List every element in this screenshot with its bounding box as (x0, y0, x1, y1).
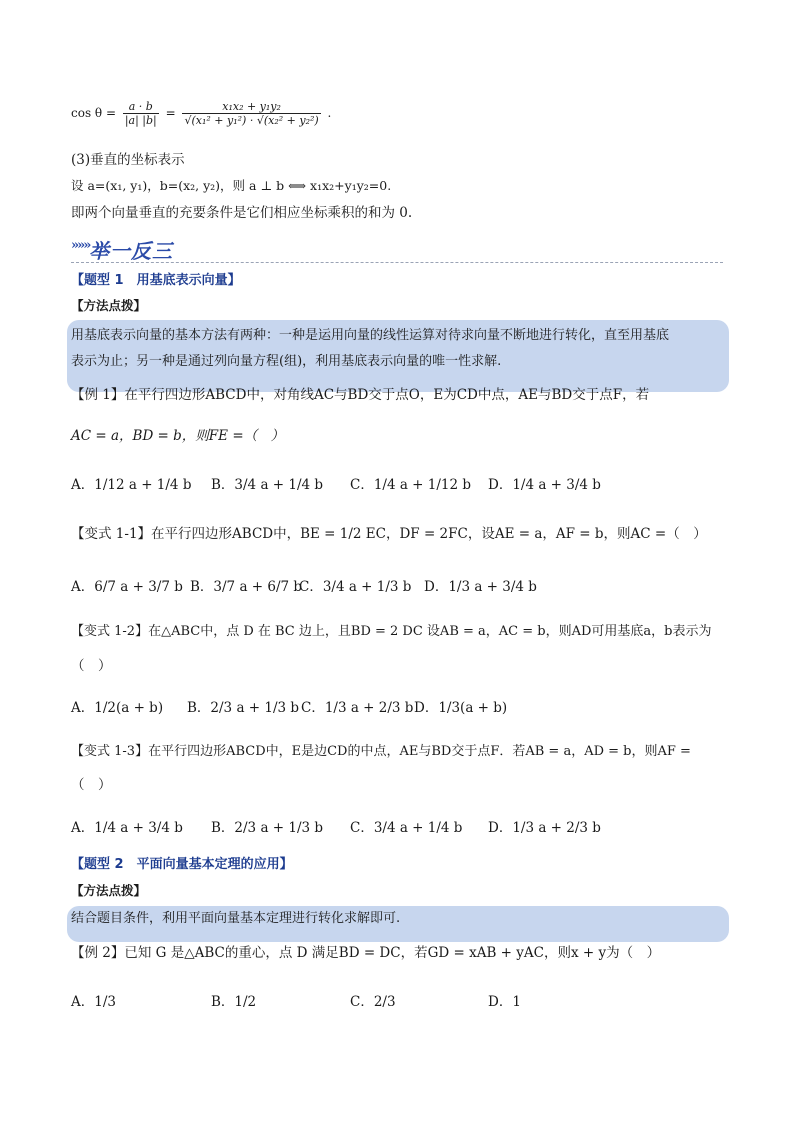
formula-frac2-num: x₁x₂ + y₁y₂ (182, 100, 320, 114)
ex1-option-d: D．1/4 a + 3/4 b (488, 477, 601, 493)
section3-line2: 即两个向量垂直的充要条件是它们相应坐标乘积的和为 0. (71, 205, 413, 221)
banner-arrows-icon: »»» (71, 238, 90, 253)
v13-line2: （ ） (71, 777, 112, 793)
ex2-option-a: A．1/3 (71, 994, 116, 1010)
cosine-formula (71, 100, 331, 127)
type1-method-line1: 用基底表示向量的基本方法有两种：一种是运用向量的线性运算对待求向量不断地进行转化，直至用基底 (71, 328, 670, 343)
formula-tail: . (327, 106, 332, 121)
formula-frac2-den: √(x₁² + y₁²) · √(x₂² + y₂²) (184, 114, 319, 128)
section3-title: (3)垂直的坐标表示 (71, 152, 185, 168)
ex1-option-c: C．1/4 a + 1/12 b (350, 477, 472, 493)
ex2-option-c: C．2/3 (350, 994, 396, 1010)
v13-option-b: B．2/3 a + 1/3 b (211, 820, 324, 836)
ex1-line1: 【例 1】在平行四边形ABCD中，对角线AC与BD交于点O，E为CD中点，AE与BD交于点F，若 (71, 387, 650, 403)
formula-frac1-den: |a| |b| (124, 114, 157, 128)
formula-fraction-2 (182, 100, 320, 127)
v11-option-b: B．3/7 a + 6/7 b (190, 579, 303, 595)
v12-option-a: A．1/2(a + b) (71, 700, 164, 716)
v12-option-d: D．1/3(a + b) (414, 700, 508, 716)
v11-line1: 【变式 1-1】在平行四边形ABCD中，BE = 1/2 EC，DF = 2FC，设AE = a，AF = b，则AC =（ ） (71, 526, 707, 542)
type1-title: 【题型 1 用基底表示向量】 (71, 273, 241, 288)
section3-line1: 设 a=(x₁, y₁)，b=(x₂, y₂)，则 a ⊥ b ⟺ x₁x₂+y₁y₂=0. (71, 178, 392, 193)
section-banner (71, 235, 201, 263)
ex2-line1: 【例 2】已知 G 是△ABC的重心，点 D 满足BD = DC，若GD = xAB + yAC，则x + y为（ ） (71, 945, 661, 961)
v12-option-c: C．1/3 a + 2/3 b (301, 700, 414, 716)
v11-option-d: D．1/3 a + 3/4 b (424, 579, 537, 595)
divider (71, 262, 723, 263)
v13-option-d: D．1/3 a + 2/3 b (488, 820, 601, 836)
ex2-option-b: B．1/2 (211, 994, 257, 1010)
formula-fraction-1 (123, 100, 159, 127)
v12-line2: （ ） (71, 658, 112, 674)
v13-line1: 【变式 1-3】在平行四边形ABCD中，E是边CD的中点，AE与BD交于点F．若AB = a，AD = b，则AF = (71, 744, 691, 759)
type2-method-title: 【方法点拨】 (71, 883, 147, 898)
v11-option-a: A．6/7 a + 3/7 b (71, 579, 183, 595)
v11-option-c: C．3/4 a + 1/3 b (299, 579, 412, 595)
ex1-option-b: B．3/4 a + 1/4 b (211, 477, 324, 493)
type2-method-line1: 结合题目条件，利用平面向量基本定理进行转化求解即可. (71, 911, 401, 926)
v13-option-a: A．1/4 a + 3/4 b (71, 820, 183, 836)
ex1-line2: AC = a，BD = b，则FE =（ ） (71, 428, 285, 444)
banner-title: 举一反三 (89, 239, 173, 263)
ex2-option-d: D．1 (488, 994, 521, 1010)
formula-lhs: cos θ = (71, 106, 117, 121)
type1-method-line2: 表示为止；另一种是通过列向量方程(组)，利用基底表示向量的唯一性求解. (71, 354, 502, 369)
v12-option-b: B．2/3 a + 1/3 b (187, 700, 300, 716)
v13-option-c: C．3/4 a + 1/4 b (350, 820, 463, 836)
formula-frac1-num: a · b (123, 100, 159, 114)
v12-line1: 【变式 1-2】在△ABC中，点 D 在 BC 边上，且BD = 2 DC 设AB = a，AC = b，则AD可用基底a，b表示为 (71, 624, 712, 639)
type1-method-title: 【方法点拨】 (71, 298, 147, 313)
formula-eq: = (165, 106, 176, 121)
ex1-option-a: A．1/12 a + 1/4 b (71, 477, 192, 493)
type2-title: 【题型 2 平面向量基本定理的应用】 (71, 857, 293, 872)
